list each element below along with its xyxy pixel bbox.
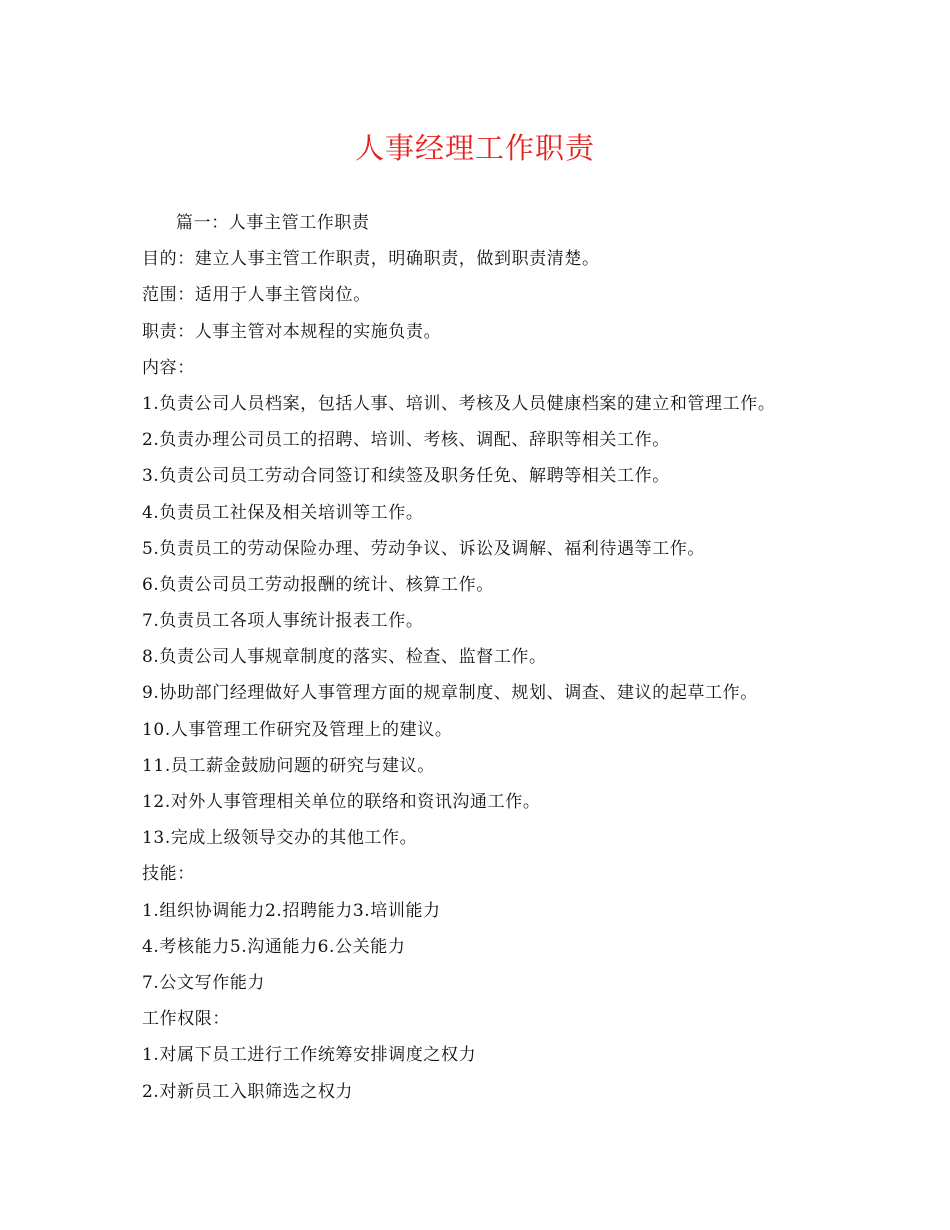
- content-item: 13.完成上级领导交办的其他工作。: [142, 828, 418, 849]
- section-heading: 篇一：人事主管工作职责: [176, 213, 370, 233]
- authority-item: 2.对新员工入职筛选之权力: [142, 1081, 354, 1102]
- content-item: 10.人事管理工作研究及管理上的建议。: [142, 719, 453, 740]
- authority-item: 1.对属下员工进行工作统筹安排调度之权力: [142, 1045, 477, 1066]
- content-item: 1.负责公司人员档案，包括人事、培训、考核及人员健康档案的建立和管理工作。: [142, 393, 776, 414]
- paragraph-responsibility: 职责：人事主管对本规程的实施负责。: [142, 321, 442, 342]
- document-body: [142, 205, 862, 1110]
- skills-item: 1.组织协调能力2.招聘能力3.培训能力: [142, 900, 441, 921]
- skills-item: 4.考核能力5.沟通能力6.公关能力: [142, 936, 406, 957]
- content-item: 2.负责办理公司员工的招聘、培训、考核、调配、辞职等相关工作。: [142, 430, 670, 451]
- paragraph-scope: 范围：适用于人事主管岗位。: [142, 285, 371, 306]
- content-item: 9.协助部门经理做好人事管理方面的规章制度、规划、调查、建议的起草工作。: [142, 683, 758, 704]
- paragraph-purpose: 目的：建立人事主管工作职责，明确职责，做到职责清楚。: [142, 249, 600, 270]
- document-title: 人事经理工作职责: [354, 131, 595, 165]
- authority-heading: 工作权限：: [142, 1009, 230, 1030]
- content-item: 7.负责员工各项人事统计报表工作。: [142, 611, 424, 632]
- skills-item: 7.公文写作能力: [142, 972, 266, 993]
- skills-heading: 技能：: [142, 864, 195, 885]
- content-item: 4.负责员工社保及相关培训等工作。: [142, 502, 424, 523]
- content-item: 12.对外人事管理相关单位的联络和资讯沟通工作。: [142, 792, 541, 812]
- content-item: 11.员工薪金鼓励问题的研究与建议。: [142, 755, 435, 776]
- content-item: 6.负责公司员工劳动报酬的统计、核算工作。: [142, 574, 494, 595]
- content-heading: 内容：: [142, 357, 195, 378]
- content-item: 5.负责员工的劳动保险办理、劳动争议、诉讼及调解、福利待遇等工作。: [142, 538, 706, 559]
- content-item: 8.负责公司人事规章制度的落实、检查、监督工作。: [142, 647, 547, 668]
- content-item: 3.负责公司员工劳动合同签订和续签及职务任免、解聘等相关工作。: [142, 466, 670, 487]
